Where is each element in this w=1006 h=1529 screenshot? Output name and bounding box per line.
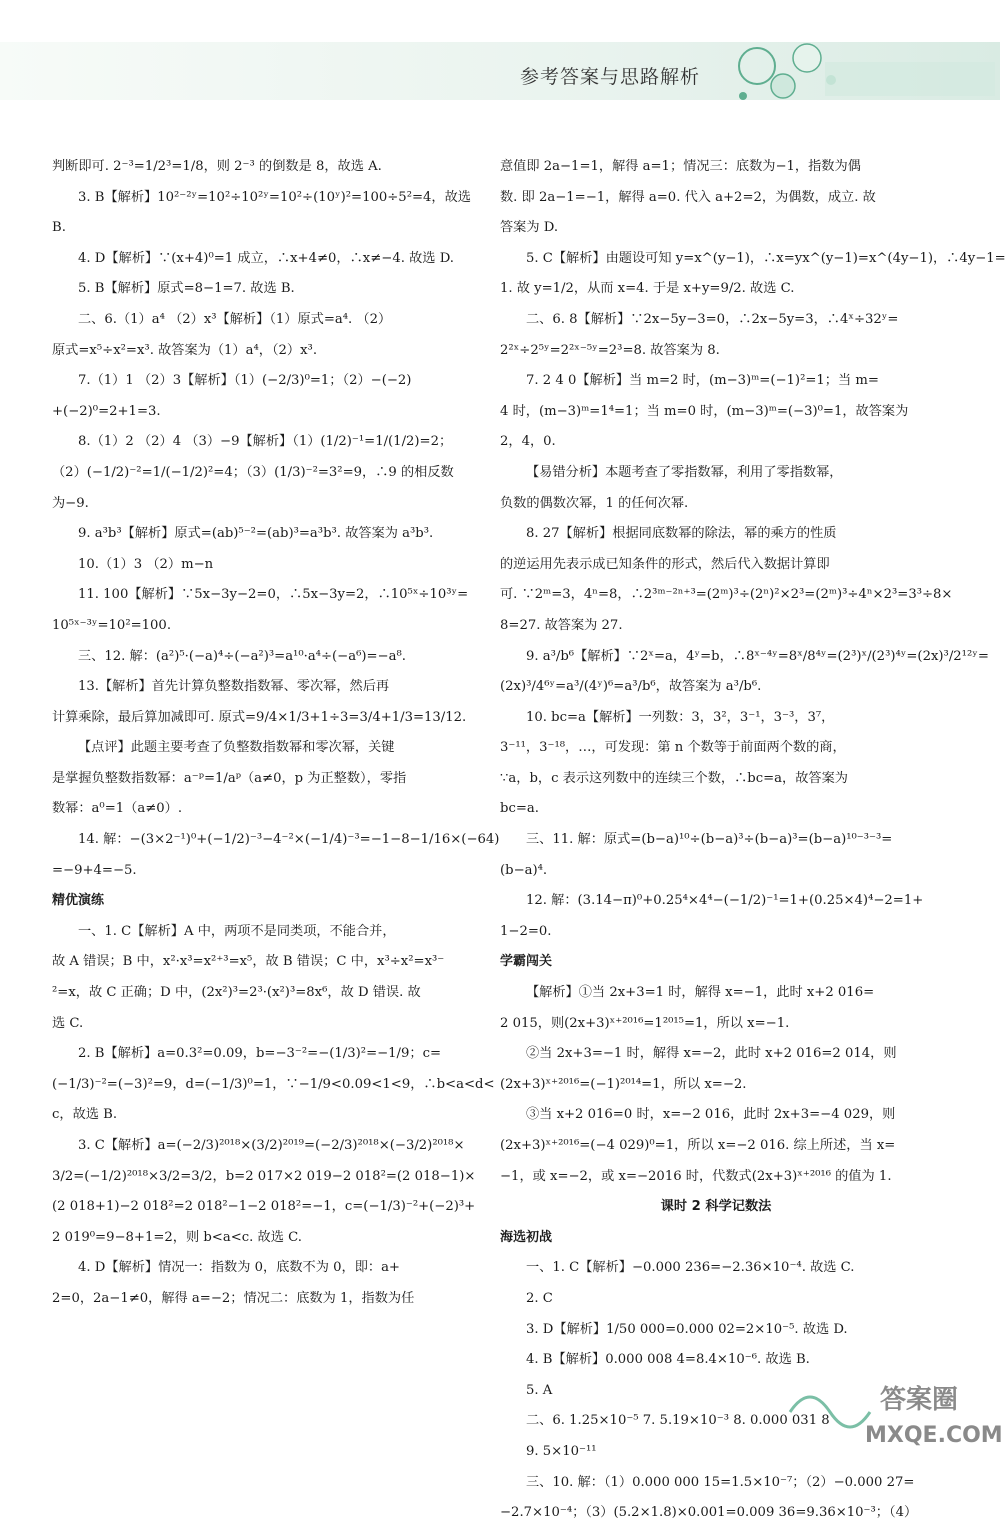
answer-line: 判断即可. 2⁻³=1/2³=1/8，则 2⁻³ 的倒数是 8，故选 A. xyxy=(52,159,382,174)
answer-line: 10. bc=a【解析】一列数：3，3²，3⁻¹，3⁻³，3⁷， xyxy=(526,709,835,725)
answer-line: ②当 2x+3=−1 时，解得 x=−2，此时 x+2 016=2 014，则 xyxy=(526,1046,897,1062)
page-header-title: 参考答案与思路解析 xyxy=(520,66,701,88)
answer-line: 数幂：a⁰=1（a≠0）. xyxy=(52,801,183,817)
answer-line: 选 C. xyxy=(52,1015,84,1031)
answer-line: 11. 100【解析】∵5x−3y−2=0，∴5x−3y=2，∴10⁵ˣ÷10³ʸ= xyxy=(78,587,469,603)
answer-line: 【易错分析】本题考查了零指数幂，利用了零指数幂， xyxy=(526,464,843,480)
answer-line: 3/2=(−1/2)²⁰¹⁸×3/2=3/2，b=2 017×2 019−2 018²=(2 018−1)× xyxy=(52,1168,476,1184)
answer-line: 一、1. C【解析】−0.000 236=−2.36×10⁻⁴. 故选 C. xyxy=(526,1260,855,1276)
answer-line: 10.（1）3 （2）m−n xyxy=(78,556,214,572)
answer-line: 是掌握负整数指数幂：a⁻ᵖ=1/aᵖ（a≠0，p 为正整数），零指 xyxy=(52,770,407,786)
answer-line: （2）(−1/2)⁻²=1/(−1/2)²=4；（3）(1/3)⁻²=3²=9，∴9 的相反数 xyxy=(52,464,454,480)
answer-line: 为−9. xyxy=(52,495,89,511)
answer-line: 数. 即 2a−1=−1，解得 a=0. 代入 a+2=2，为偶数，成立. 故 xyxy=(500,189,876,205)
answer-line: 3. D【解析】1/50 000=0.000 02=2×10⁻⁵. 故选 D. xyxy=(526,1321,848,1337)
answer-line: 2 015，则(2x+3)ˣ⁺²⁰¹⁶=1²⁰¹⁵=1，所以 x=−1. xyxy=(500,1015,790,1031)
answer-line: 9. a³/b⁶【解析】∵2ˣ=a，4ʸ=b，∴8ˣ⁻⁴ʸ=8ˣ/8⁴ʸ=(2³)ˣ/(2³)⁴ʸ=(2x)³/2¹²ʸ= xyxy=(526,648,989,664)
answer-line: 1. 故 y=1/2，从而 x=4. 于是 x+y=9/2. 故选 C. xyxy=(500,281,795,297)
answer-line: 7. 2 4 0【解析】当 m=2 时，(m−3)ᵐ=(−1)²=1；当 m= xyxy=(526,373,879,389)
answer-line: 故 A 错误；B 中，x²·x³=x²⁺³=x⁵，故 B 错误；C 中，x³÷x²=x³⁻ xyxy=(52,954,445,970)
answer-line: +(−2)⁰=2+1=3. xyxy=(52,403,161,419)
answer-line: 5. B【解析】原式=8−1=7. 故选 B. xyxy=(78,281,295,297)
watermark-line1: 答案圈 xyxy=(880,1385,959,1415)
answer-line: 原式=x⁵÷x²=x³. 故答案为（1）a⁴，（2）x³. xyxy=(52,342,318,358)
answer-column-left xyxy=(52,152,500,1315)
answer-line: 10⁵ˣ⁻³ʸ=10²=100. xyxy=(52,617,172,633)
answer-line: 4. D【解析】情况一：指数为 0，底数不为 0，即：a+ xyxy=(78,1260,400,1276)
answer-line: 3. C【解析】a=(−2/3)²⁰¹⁸×(3/2)²⁰¹⁹=(−2/3)²⁰¹⁸×(−3/2)²⁰¹⁸× xyxy=(78,1138,465,1153)
answer-line: (2x+3)ˣ⁺²⁰¹⁶=(−1)²⁰¹⁴=1，所以 x=−2. xyxy=(500,1076,747,1092)
answer-line: 二、6.（1）a⁴ （2）x³【解析】（1）原式=a⁴. （2） xyxy=(78,311,392,327)
answer-line: 4 时，(m−3)ᵐ=1⁴=1；当 m=0 时，(m−3)ᵐ=(−3)⁰=1，故答案为 xyxy=(500,403,909,419)
answer-line: 一、1. C【解析】A 中，两项不是同类项，不能合并， xyxy=(78,923,396,939)
answer-line: 的逆运用先表示成已知条件的形式，然后代入数据计算即 xyxy=(500,556,830,572)
answer-line: 【点评】此题主要考查了负整数指数幂和零次幂，关键 xyxy=(78,740,395,756)
answer-line: 三、12. 解：(a²)⁵·(−a)⁴÷(−a²)³=a¹⁰·a⁴÷(−a⁶)=−a⁸. xyxy=(78,648,406,664)
answer-line: 1−2=0. xyxy=(500,923,552,939)
answer-line: 4. D【解析】∵(x+4)⁰=1 成立，∴x+4≠0，∴x≠−4. 故选 D. xyxy=(78,250,454,266)
answer-line: 3⁻¹¹，3⁻¹⁸，…，可发现：第 n 个数等于前面两个数的商， xyxy=(500,740,846,756)
answer-line: −2.7×10⁻⁴；（3）(5.2×1.8)×0.001=0.009 36=9.36×10⁻³；（4） xyxy=(500,1505,918,1521)
answer-line: 负数的偶数次幂，1 的任何次幂. xyxy=(500,495,689,511)
answer-line: 2=0，2a−1≠0，解得 a=−2；情况二：底数为 1，指数为任 xyxy=(52,1290,415,1306)
answer-line: 答案为 D. xyxy=(500,220,559,236)
watermark-logo xyxy=(780,1372,1003,1452)
answer-line: 三、11. 解：原式=(b−a)¹⁰÷(b−a)³÷(b−a)³=(b−a)¹⁰⁻³⁻³= xyxy=(526,832,893,848)
answer-line: 7.（1）1 （2）3【解析】（1）(−2/3)⁰=1；（2）−(−2) xyxy=(78,373,412,389)
answer-line: bc=a. xyxy=(500,801,539,817)
section-heading: 精优演练 xyxy=(52,893,105,909)
answer-line: 2²ˣ÷2⁵ʸ=2²ˣ⁻⁵ʸ=2³=8. 故答案为 8. xyxy=(500,342,720,358)
answer-line: (2x)³/4⁶ʸ=a³/(4ʸ)⁶=a³/b⁶，故答案为 a³/b⁶. xyxy=(500,679,762,695)
answer-line: −1，或 x=−2，或 x=−2016 时，代数式(2x+3)ˣ⁺²⁰¹⁶ 的值为 1. xyxy=(500,1168,892,1184)
answer-line: (b−a)⁴. xyxy=(500,862,548,878)
answer-line: 【解析】①当 2x+3=1 时，解得 x=−1，此时 x+2 016= xyxy=(526,985,875,1001)
answer-line: 12. 解：(3.14−π)⁰+0.25⁴×4⁴−(−1/2)⁻¹=1+(0.25×4)⁴−2=1+ xyxy=(526,893,924,909)
answer-line: 9. 5×10⁻¹¹ xyxy=(526,1443,597,1459)
answer-line: 13.【解析】首先计算负整数指数幂、零次幂，然后再 xyxy=(78,679,390,695)
answer-line: 8=27. 故答案为 27. xyxy=(500,617,623,633)
answer-line: 2. C xyxy=(526,1290,553,1306)
answer-line: c，故选 B. xyxy=(52,1107,118,1123)
answer-line: 9. a³b³【解析】原式=(ab)⁵⁻²=(ab)³=a³b³. 故答案为 a³b³. xyxy=(78,526,434,542)
answer-line: 三、10. 解：（1）0.000 000 15=1.5×10⁻⁷；（2）−0.000 27= xyxy=(526,1474,915,1490)
section-heading: 学霸闯关 xyxy=(500,954,553,970)
answer-line: =−9+4=−5. xyxy=(52,862,137,878)
answer-line: 3. B【解析】10²⁻²ʸ=10²÷10²ʸ=10²÷(10ʸ)²=100÷5²=4，故选 xyxy=(78,189,471,205)
answer-line: ③当 x+2 016=0 时，x=−2 016，此时 2x+3=−4 029，则 xyxy=(526,1107,896,1123)
lesson-title: 课时 2 科学记数法 xyxy=(660,1199,772,1215)
answer-line: 14. 解：−(3×2⁻¹)⁰+(−1/2)⁻³−4⁻²×(−1/4)⁻³=−1−8−1/16×(−64) xyxy=(78,832,500,848)
answer-line: 5. C【解析】由题设可知 y=x^(y−1)，∴x=yx^(y−1)=x^(4y−1)，∴4y−1= xyxy=(526,250,1006,266)
answer-line: (2x+3)ˣ⁺²⁰¹⁶=(−4 029)⁰=1，所以 x=−2 016. 综上所述，当 x= xyxy=(500,1138,896,1153)
answer-line: (2 018+1)−2 018²=2 018²−1−2 018²=−1，c=(−1/3)⁻²+(−2)³+ xyxy=(52,1199,476,1215)
answer-line: 8. 27【解析】根据同底数幂的除法，幂的乘方的性质 xyxy=(526,526,837,542)
watermark-line2: MXQE.COM xyxy=(865,1423,1003,1448)
answer-line: 意值即 2a−1=1，解得 a=1；情况三：底数为−1，指数为偶 xyxy=(500,159,861,174)
answer-line: 2 019⁰=9−8+1=2，则 b<a<c. 故选 C. xyxy=(52,1229,302,1245)
answer-line: 4. B【解析】0.000 008 4=8.4×10⁻⁶. 故选 B. xyxy=(526,1352,810,1368)
answer-line: 5. A xyxy=(526,1382,553,1398)
section-heading: 海选初战 xyxy=(500,1229,553,1245)
answer-line: ²=x，故 C 正确；D 中，(2x²)³=2³·(x²)³=8x⁶，故 D 错误. 故 xyxy=(52,985,421,1001)
answer-line: 2，4，0. xyxy=(500,434,556,450)
answer-line: B. xyxy=(52,220,66,236)
answer-line: 8.（1）2 （2）4 （3）−9【解析】（1）(1/2)⁻¹=1/(1/2)=2； xyxy=(78,434,453,450)
answer-line: 二、6. 1.25×10⁻⁵ 7. 5.19×10⁻³ 8. 0.000 031 8 xyxy=(526,1413,830,1429)
answer-line: 2. B【解析】a=0.3²=0.09，b=−3⁻²=−(1/3)²=−1/9；c= xyxy=(78,1046,442,1062)
answer-line: 计算乘除，最后算加减即可. 原式=9/4×1/3+1÷3=3/4+1/3=13/12. xyxy=(52,709,467,725)
answer-line: 可. ∵2ᵐ=3，4ⁿ=8，∴2³ᵐ⁻²ⁿ⁺³=(2ᵐ)³÷(2ⁿ)²×2³=(2ᵐ)³÷4ⁿ×2³=3³÷8× xyxy=(500,587,953,603)
bubble-decoration-icon xyxy=(735,40,995,110)
answer-line: ∵a，b，c 表示这列数中的连续三个数，∴bc=a，故答案为 xyxy=(500,770,848,786)
answer-line: 二、6. 8【解析】∵2x−5y−3=0，∴2x−5y=3，∴4ˣ÷32ʸ= xyxy=(526,311,899,327)
answer-line: (−1/3)⁻²=(−3)²=9，d=(−1/3)⁰=1，∵−1/9<0.09<1<9，∴b<a<d< xyxy=(52,1076,495,1092)
